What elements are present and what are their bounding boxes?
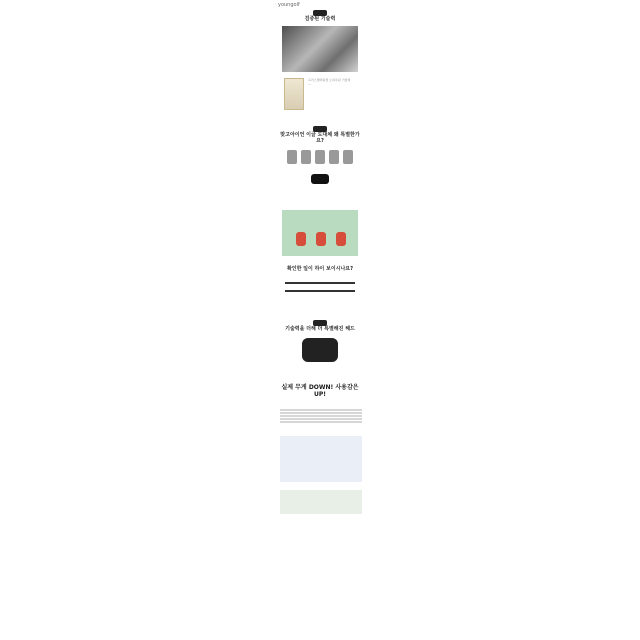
table-row (280, 415, 362, 417)
club-thumb (329, 150, 339, 164)
club-thumb (315, 150, 325, 164)
brand-label: youngolf (278, 2, 300, 8)
head-image (302, 338, 338, 362)
section-title-5: 실제 무게 DOWN! 사용감은 UP! (281, 384, 359, 398)
table-row (280, 409, 362, 411)
table-row (280, 412, 362, 414)
ball-marker (296, 232, 306, 246)
certificate-image (284, 78, 304, 110)
ball-marker (316, 232, 326, 246)
section1-card-title: 프리스젤리판정 노하우된 기술력 (308, 78, 351, 82)
section-title-3: 확인한 일이 하이 보이시나요? (286, 266, 354, 272)
section-title-1: 검증된 기술력 (304, 16, 336, 22)
section-title-2: 맞고아이언 이글 도대체 왜 특별한가요? (280, 132, 360, 144)
workshop-photo (282, 26, 358, 72)
green-diagram (282, 210, 358, 256)
club-thumb (301, 150, 311, 164)
spec-table-2 (280, 436, 362, 482)
section-title-4: 기술력을 더해 더 특별해진 헤드 (285, 326, 355, 332)
ball-marker (336, 232, 346, 246)
club-comparison (280, 150, 360, 164)
page-column: 검증된 기술력 프리스젤리판정 노하우된 기술력 — 맞고아이언 이글 도대체 왜 특별한가요? 확인한 일이 하이 보이시나요? 기술력을 더해 더 특별해진 헤드 실제 무게 DOWN! 사용감은 UP! (280, 0, 360, 640)
spec-table (280, 409, 362, 423)
spec-table-3 (280, 490, 362, 514)
club-head (311, 174, 329, 184)
table-row (280, 418, 362, 420)
club-thumb (343, 150, 353, 164)
table-row (280, 421, 362, 423)
club-thumb (287, 150, 297, 164)
